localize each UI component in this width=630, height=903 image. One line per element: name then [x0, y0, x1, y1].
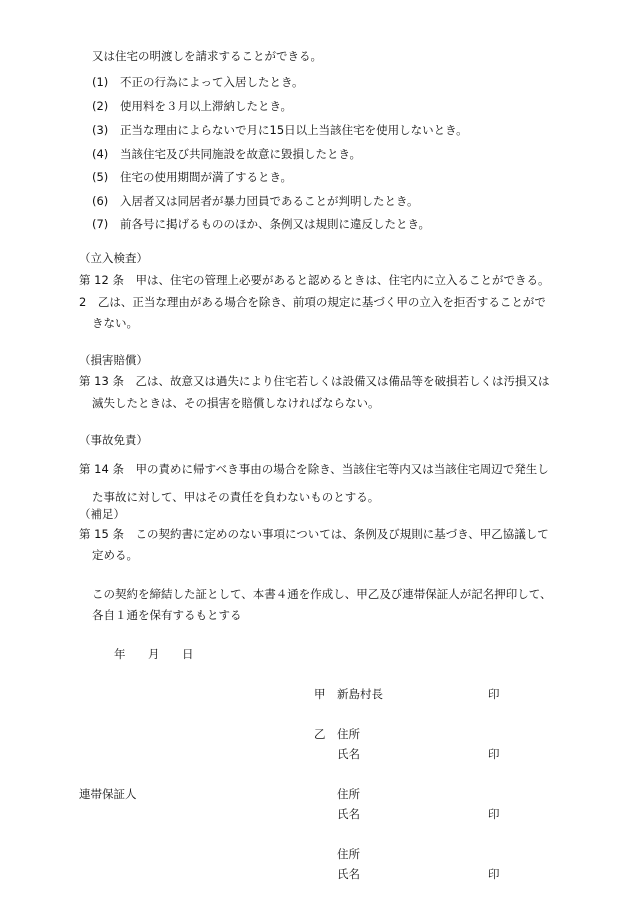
party-b-address-label: 住所: [337, 727, 360, 741]
article-15-line: 定める。: [92, 548, 138, 562]
item-text: 正当な理由によらないで月に15日以上当該住宅を使用しないとき。: [120, 123, 468, 137]
party-b-name-label: 氏名: [337, 747, 360, 761]
article-15-heading: （補足）: [79, 507, 125, 521]
guarantor-1-name-label: 氏名: [337, 807, 360, 821]
seal-mark: 印: [488, 687, 500, 701]
guarantor-2-address-label: 住所: [337, 847, 360, 861]
item-number: (6): [92, 194, 109, 208]
item-number: (5): [92, 170, 109, 184]
list-item: [92, 195, 419, 209]
article-14-line: 第 14 条 甲の責めに帰すべき事由の場合を除き、当該住宅等内又は当該住宅周辺で発生し: [79, 462, 549, 476]
list-item: [92, 171, 292, 185]
item-text: 前各号に掲げるもののほか、条例又は規則に違反したとき。: [120, 217, 431, 231]
guarantor-2-name-label: 氏名: [337, 867, 360, 881]
intro-line: 又は住宅の明渡しを請求することができる。: [92, 49, 322, 63]
closing-line: 各自１通を保有するもとする: [92, 608, 242, 622]
item-number: (1): [92, 75, 109, 89]
item-number: (2): [92, 99, 109, 113]
article-12-line: 第 12 条 甲は、住宅の管理上必要があると認めるときは、住宅内に立入ることができる。: [79, 273, 550, 287]
article-13-line: 第 13 条 乙は、故意又は過失により住宅若しくは設備又は備品等を破損若しくは汚損又は: [79, 374, 550, 388]
seal-mark: 印: [488, 867, 500, 881]
article-14-line: た事故に対して、甲はその責任を負わないものとする。: [92, 490, 380, 504]
seal-mark: 印: [488, 747, 500, 761]
article-12-line: 2 乙は、正当な理由がある場合を除き、前項の規定に基づく甲の立入を拒否することがで: [79, 295, 546, 309]
article-12-line: きない。: [92, 316, 138, 330]
list-item: [92, 76, 304, 90]
item-text: 入居者又は同居者が暴力団員であることが判明したとき。: [120, 194, 419, 208]
guarantor-1-address-label: 住所: [337, 787, 360, 801]
party-b-label: 乙: [314, 727, 326, 741]
article-13-heading: （損害賠償）: [79, 353, 148, 367]
article-15-line: 第 15 条 この契約書に定めのない事項については、条例及び規則に基づき、甲乙協議して: [79, 527, 549, 541]
list-item: [92, 124, 468, 138]
party-a-label: 甲: [314, 687, 326, 701]
item-number: (7): [92, 217, 109, 231]
list-item: [92, 100, 292, 114]
item-text: 住宅の使用期間が満了するとき。: [120, 170, 293, 184]
date-day: 日: [182, 647, 194, 661]
item-text: 使用料を３月以上滞納したとき。: [120, 99, 293, 113]
closing-line: この契約を締結した証として、本書４通を作成し、甲乙及び連帯保証人が記名押印して、: [92, 587, 552, 601]
item-number: (4): [92, 147, 109, 161]
item-number: (3): [92, 123, 109, 137]
party-a-name: 新島村長: [337, 687, 383, 701]
list-item: [92, 148, 361, 162]
seal-mark: 印: [488, 807, 500, 821]
list-item: [92, 218, 430, 232]
article-14-heading: （事故免責）: [79, 433, 148, 447]
article-12-heading: （立入検査）: [79, 251, 148, 265]
item-text: 当該住宅及び共同施設を故意に毀損したとき。: [120, 147, 362, 161]
article-13-line: 滅失したときは、その損害を賠償しなければならない。: [92, 396, 380, 410]
date-month: 月: [148, 647, 160, 661]
date-year: 年: [114, 647, 126, 661]
item-text: 不正の行為によって入居したとき。: [120, 75, 304, 89]
guarantor-label: 連帯保証人: [79, 787, 137, 801]
